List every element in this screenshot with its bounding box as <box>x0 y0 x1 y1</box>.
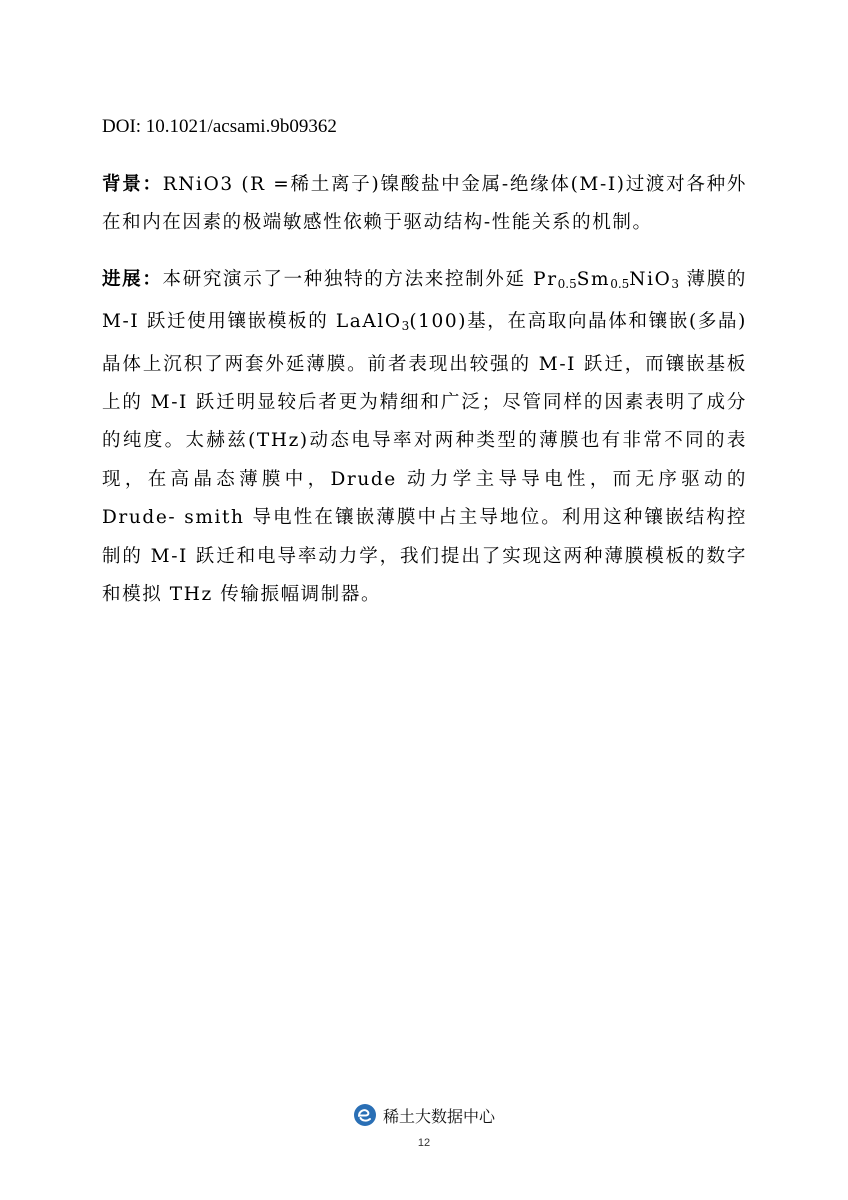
progress-text-1: 本研究演示了一种独特的方法来控制外延 Pr <box>162 268 558 290</box>
pr-subscript: 0.5 <box>557 276 577 291</box>
footer-brand <box>353 1103 495 1127</box>
sm-subscript: 0.5 <box>610 276 630 291</box>
nio-subscript: 3 <box>671 276 679 291</box>
progress-text-2: Sm <box>576 268 611 290</box>
progress-paragraph <box>102 261 747 615</box>
progress-text-3: NiO <box>629 268 672 290</box>
background-paragraph <box>102 166 747 243</box>
doi-line[interactable]: DOI: 10.1021/acsami.9b09362 <box>102 116 337 137</box>
laalo-subscript: 3 <box>401 319 410 334</box>
page-footer <box>0 1103 848 1149</box>
progress-text-5: (100)基，在高取向晶体和镶嵌(多晶)晶体上沉积了两套外延薄膜。前者表现出较强的 M-I 跃迁，而镶嵌基板上的 M-I 跃迁明显较后者更为精细和广泛；尽管同样的因素表明了成分的纯度。太赫兹(THz)动态电导率对两种类型的薄膜也有非常不同的表现，在高晶态薄膜中，Drude 动力学主导导电性，而无序驱动的 Drude- smith 导电性在镶嵌薄膜中占主导地位。利用这种镶嵌结构控制的 M-I 跃迁和电导率动力学，我们提出了实现这两种薄膜模板的数字和模拟 THz 传输振幅调制器。 <box>102 311 748 606</box>
document-content <box>102 110 747 632</box>
progress-label: 进展： <box>102 268 163 290</box>
footer-brand-text: 稀土大数据中心 <box>382 1106 495 1126</box>
background-label: 背景： <box>102 174 163 195</box>
page-number: 12 <box>417 1137 431 1149</box>
progress-text-4: 薄膜的 M-I 跃迁使用镶嵌模板的 LaAlO <box>102 268 747 333</box>
re-logo-icon <box>353 1103 377 1127</box>
background-text: RNiO3 (R =稀土离子)镍酸盐中金属-绝缘体(M-I)过渡对各种外在和内在因素的极端敏感性依赖于驱动结构-性能关系的机制。 <box>102 174 747 234</box>
